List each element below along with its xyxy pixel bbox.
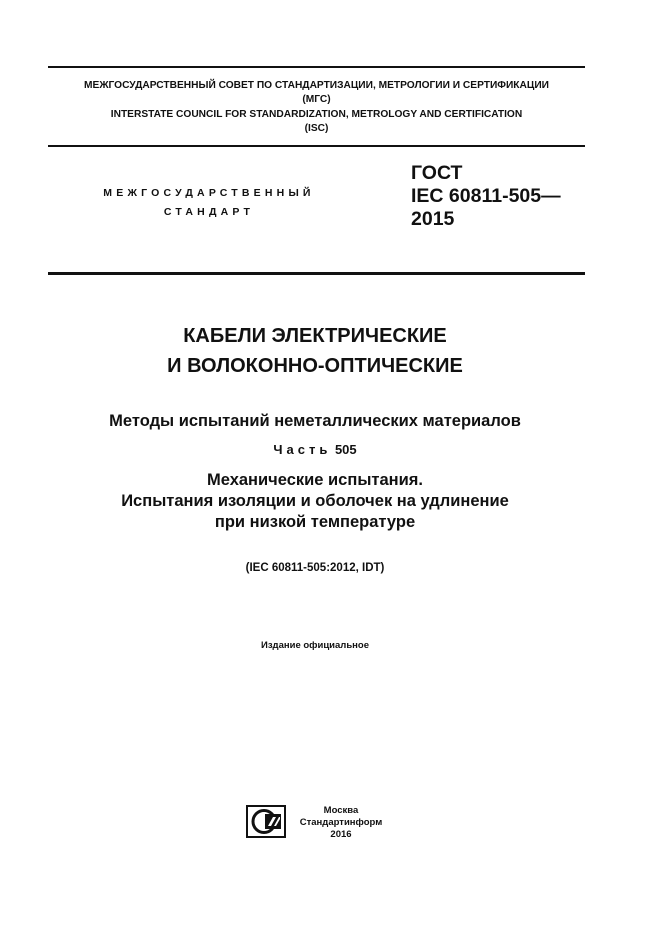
- subtitle-line3: при низкой температуре: [214, 513, 416, 531]
- top-rule: [48, 66, 585, 68]
- standard-designation: [411, 162, 561, 231]
- subtitle-line2: Испытания изоляции и оболочек на удлинение: [121, 492, 509, 510]
- part-label: Часть: [273, 442, 332, 457]
- designation-line2: IEC 60811-505—: [411, 185, 561, 207]
- publisher-name: Стандартинформ: [299, 817, 383, 828]
- standard-type-line2: СТАНДАРТ: [163, 206, 255, 218]
- title-divider: [48, 272, 585, 275]
- designation-line1: ГОСТ: [411, 162, 463, 184]
- edition-note: Издание официальное: [261, 640, 369, 651]
- council-name-ru: МЕЖГОСУДАРСТВЕННЫЙ СОВЕТ ПО СТАНДАРТИЗАЦИИ, МЕТРОЛОГИИ И СЕРТИФИКАЦИИ: [84, 80, 549, 91]
- council-abbr-en: (ISC): [304, 123, 329, 135]
- council-header: [48, 79, 585, 137]
- methods-heading: Методы испытаний неметаллических материалов: [109, 412, 521, 430]
- title-line1: КАБЕЛИ ЭЛЕКТРИЧЕСКИЕ: [183, 325, 447, 347]
- publisher-year: 2016: [330, 829, 352, 840]
- standard-type: [64, 184, 354, 222]
- part-heading: [0, 441, 630, 459]
- title-line2: И ВОЛОКОННО-ОПТИЧЕСКИЕ: [167, 355, 463, 377]
- publisher-info: [296, 805, 386, 841]
- subtitle-line1: Механические испытания.: [207, 471, 423, 489]
- council-name-en: INTERSTATE COUNCIL FOR STANDARDIZATION, METROLOGY AND CERTIFICATION: [110, 108, 523, 120]
- publisher-city: Москва: [323, 805, 359, 816]
- part-number: 505: [334, 442, 357, 457]
- designation-line3: 2015: [411, 208, 455, 230]
- iec-reference: (IEC 60811-505:2012, IDT): [245, 562, 385, 574]
- council-abbr-ru: (МГС): [302, 94, 331, 106]
- document-subtitle: [0, 470, 630, 533]
- document-title: [0, 321, 630, 381]
- header-divider: [48, 145, 585, 147]
- standard-type-line1: МЕЖГОСУДАРСТВЕННЫЙ: [103, 187, 315, 199]
- standartinform-logo-icon: [246, 805, 286, 838]
